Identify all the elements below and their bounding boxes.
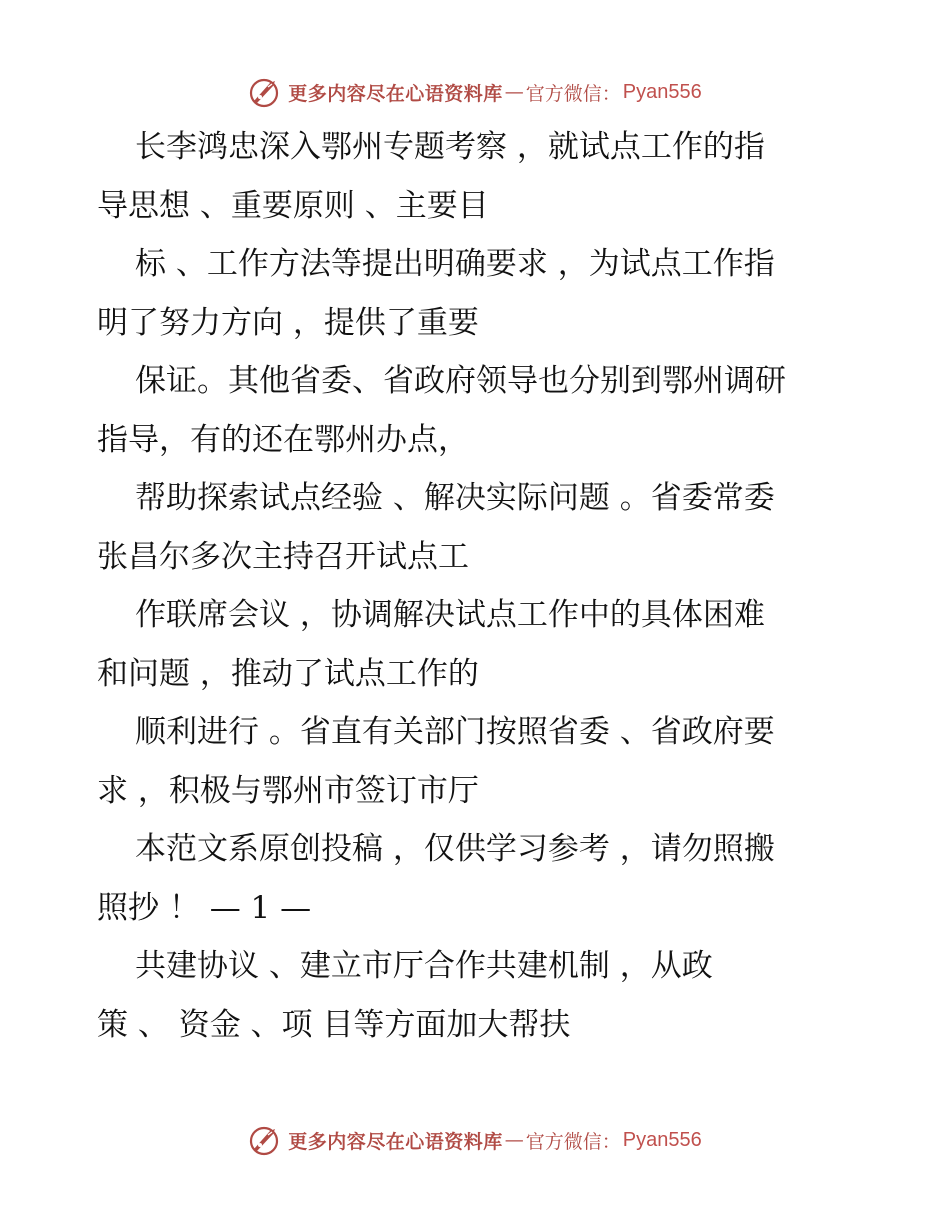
banner-dash: —	[504, 81, 524, 103]
quill-logo-icon	[248, 75, 282, 109]
body-line: 保证。其他省委、省政府领导也分别到鄂州调研	[135, 363, 786, 399]
document-body	[97, 118, 867, 1054]
body-line: 张昌尔多次主持召开试点工	[97, 538, 469, 575]
body-line: 导思想 、重要原则 、主要目	[97, 187, 489, 224]
banner-title: 更多内容尽在心语资料库	[288, 82, 503, 105]
banner-dash: —	[504, 1129, 524, 1151]
body-line: 标 、工作方法等提出明确要求 ，为试点工作指	[135, 246, 775, 282]
body-line: 本范文系原创投稿 ，仅供学习参考 ，请勿照搬	[135, 831, 775, 867]
banner-contact-id: Pyan556	[622, 80, 702, 103]
body-line: 策 、 资金 、项 目等方面加大帮扶	[97, 1006, 571, 1043]
body-line: 求 ，积极与鄂州市签订市厅	[97, 772, 479, 809]
body-line: 顺利进行 。省直有关部门按照省委 、省政府要	[135, 714, 775, 750]
body-line: 作联席会议 ，协调解决试点工作中的具体困难	[135, 597, 765, 633]
quill-logo-icon	[248, 1123, 282, 1157]
footer-banner	[0, 1120, 950, 1160]
body-line: 和问题 ，推动了试点工作的	[97, 655, 479, 692]
banner-contact-id: Pyan556	[622, 1128, 702, 1151]
banner-contact-label: 官方微信：	[525, 1130, 621, 1153]
header-banner	[0, 72, 950, 112]
body-line: 共建协议 、建立市厅合作共建机制 ，从政	[135, 948, 713, 984]
banner-contact-label: 官方微信：	[525, 82, 621, 105]
page-number-line: 照抄 ！ — 1 —	[97, 889, 312, 926]
banner-title: 更多内容尽在心语资料库	[288, 1130, 503, 1153]
body-line: 帮助探索试点经验 、解决实际问题 。省委常委	[135, 480, 775, 516]
body-line: 明了努力方向 ，提供了重要	[97, 304, 479, 341]
body-line: 长李鸿忠深入鄂州专题考察 ，就试点工作的指	[135, 129, 765, 165]
body-line: 指导，有的还在鄂州办点，	[97, 421, 469, 458]
